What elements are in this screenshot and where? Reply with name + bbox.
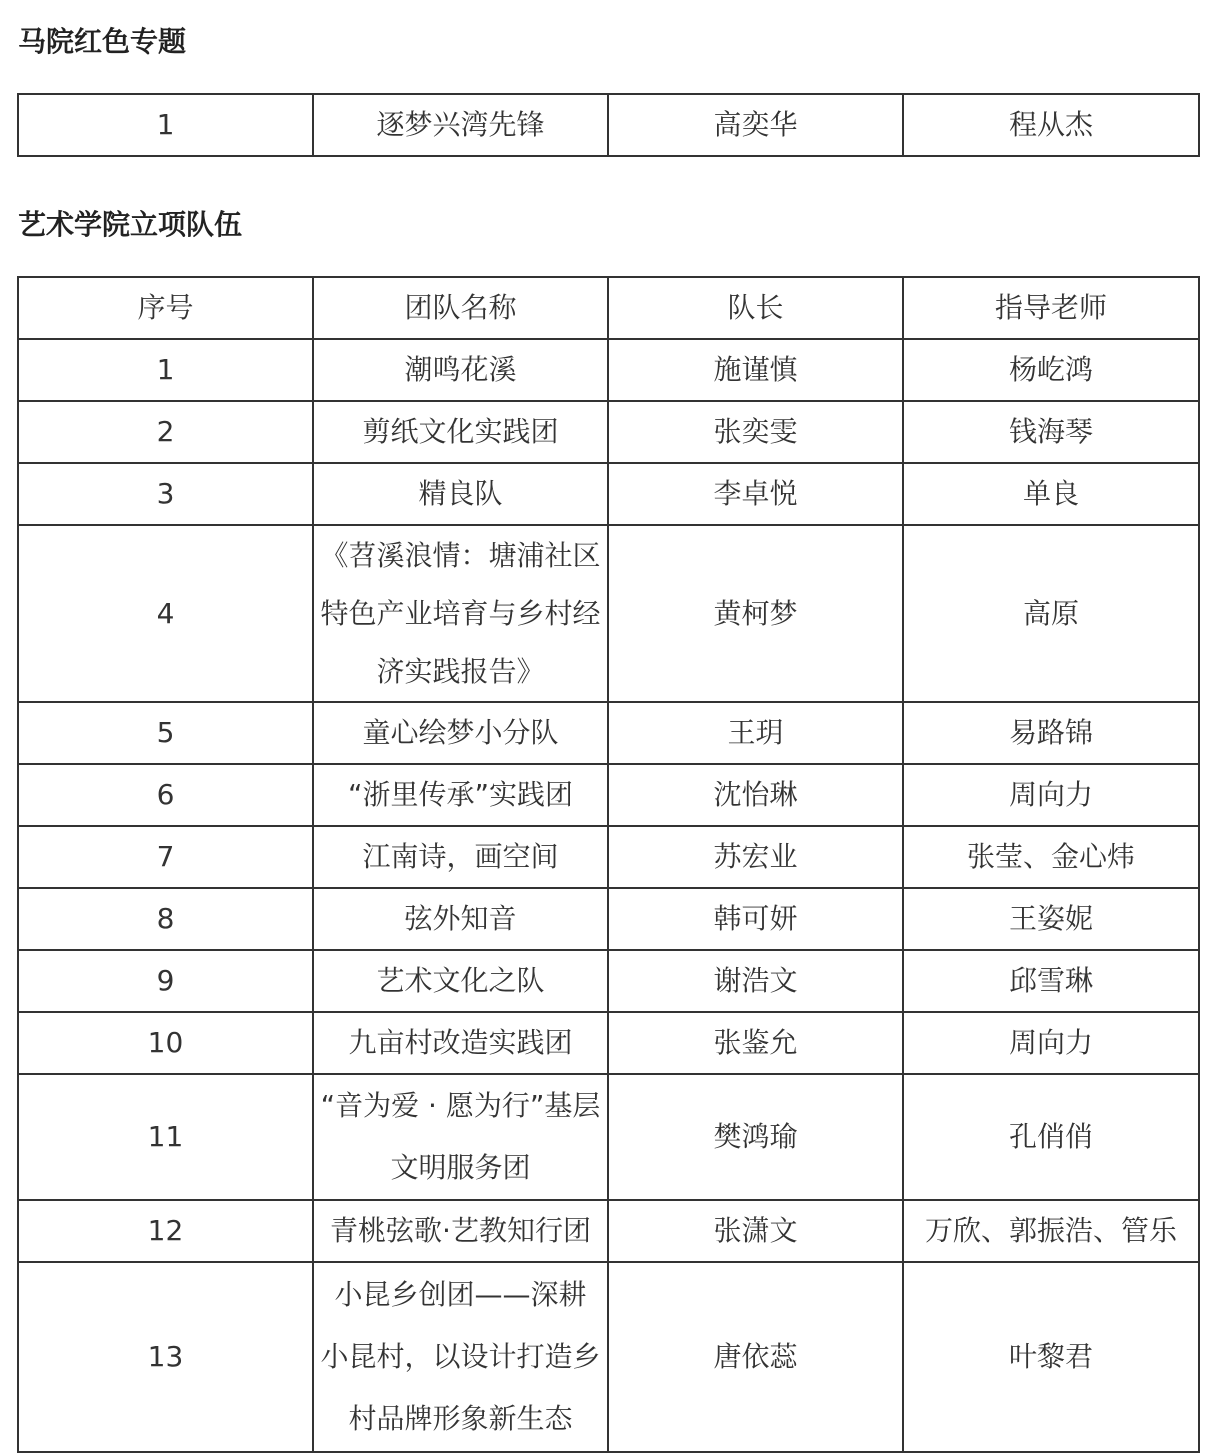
advisor: 易路锦 (903, 702, 1199, 764)
team-leader: 谢浩文 (608, 950, 903, 1012)
row-number: 5 (18, 702, 313, 764)
advisor: 周向力 (903, 764, 1199, 826)
team-leader: 樊鸿瑜 (608, 1074, 903, 1200)
table-row (18, 702, 1199, 764)
team-leader: 沈怡琳 (608, 764, 903, 826)
team-leader: 苏宏业 (608, 826, 903, 888)
team-name-line: 童心绘梦小分队 (362, 716, 559, 749)
team-name-line: 艺术文化之队 (376, 964, 545, 997)
table-row (18, 94, 1199, 156)
table-row (18, 826, 1199, 888)
table-row (18, 1200, 1199, 1262)
row-number: 4 (18, 525, 313, 702)
table-row (18, 463, 1199, 525)
table-row (18, 1074, 1199, 1200)
team-name-line: 弦外知音 (404, 902, 517, 935)
team-name (313, 525, 608, 702)
table-row (18, 888, 1199, 950)
advisor: 周向力 (903, 1012, 1199, 1074)
team-name-line: 江南诗，画空间 (362, 840, 559, 873)
team-name (313, 764, 608, 826)
advisor: 王姿妮 (903, 888, 1199, 950)
team-leader: 韩可妍 (608, 888, 903, 950)
team-name (313, 702, 608, 764)
team-name-line: 精良队 (418, 477, 503, 510)
row-number: 12 (18, 1200, 313, 1262)
advisor: 程从杰 (903, 94, 1199, 156)
row-number: 9 (18, 950, 313, 1012)
team-name (313, 339, 608, 401)
team-name (313, 1262, 608, 1452)
advisor: 杨屹鸿 (903, 339, 1199, 401)
row-number: 8 (18, 888, 313, 950)
red-topic-table (17, 93, 1200, 157)
table-header-row (18, 277, 1199, 339)
advisor: 钱海琴 (903, 401, 1199, 463)
header-team-name: 团队名称 (313, 277, 608, 339)
team-name-line: 小昆村，以设计打造乡 (320, 1340, 601, 1373)
row-number: 10 (18, 1012, 313, 1074)
team-name (313, 1074, 608, 1200)
row-number: 11 (18, 1074, 313, 1200)
team-leader: 张潇文 (608, 1200, 903, 1262)
table-row (18, 525, 1199, 702)
advisor: 张莹、金心炜 (903, 826, 1199, 888)
row-number: 13 (18, 1262, 313, 1452)
advisor: 万欣、郭振浩、管乐 (903, 1200, 1199, 1262)
team-leader: 黄柯梦 (608, 525, 903, 702)
team-leader: 王玥 (608, 702, 903, 764)
team-name-line: 九亩村改造实践团 (348, 1026, 573, 1059)
row-number: 1 (18, 339, 313, 401)
team-name-line: 特色产业培育与乡村经 (320, 596, 601, 630)
header-number: 序号 (18, 277, 313, 339)
table-row (18, 1012, 1199, 1074)
team-name-line: 剪纸文化实践团 (362, 415, 559, 448)
team-name-line: 济实践报告》 (376, 654, 545, 688)
header-advisor: 指导老师 (903, 277, 1199, 339)
row-number: 6 (18, 764, 313, 826)
team-leader: 李卓悦 (608, 463, 903, 525)
team-name-line: 青桃弦歌·艺教知行团 (330, 1214, 591, 1247)
table-row (18, 401, 1199, 463)
team-name (313, 401, 608, 463)
advisor: 高原 (903, 525, 1199, 702)
team-leader: 张奕雯 (608, 401, 903, 463)
header-leader: 队长 (608, 277, 903, 339)
row-number: 3 (18, 463, 313, 525)
art-school-teams-table (17, 276, 1200, 1453)
team-name: 逐梦兴湾先锋 (313, 94, 608, 156)
team-name (313, 826, 608, 888)
team-name-line: “浙里传承”实践团 (347, 778, 573, 811)
table-row (18, 339, 1199, 401)
team-leader: 高奕华 (608, 94, 903, 156)
team-name-line: 潮鸣花溪 (404, 353, 517, 386)
team-name (313, 950, 608, 1012)
row-number: 1 (18, 94, 313, 156)
section-title-marxism: 马院红色专题 (18, 25, 187, 58)
team-leader: 唐依蕊 (608, 1262, 903, 1452)
table-row (18, 1262, 1199, 1452)
advisor: 叶黎君 (903, 1262, 1199, 1452)
team-name (313, 888, 608, 950)
team-name-line: 村品牌形象新生态 (348, 1402, 573, 1435)
advisor: 邱雪琳 (903, 950, 1199, 1012)
team-name (313, 1200, 608, 1262)
team-name-line: 《苕溪浪情：塘浦社区 (320, 538, 601, 572)
advisor: 单良 (903, 463, 1199, 525)
team-name (313, 1012, 608, 1074)
table-row (18, 950, 1199, 1012)
row-number: 2 (18, 401, 313, 463)
row-number: 7 (18, 826, 313, 888)
team-name-line: 小昆乡创团——深耕 (334, 1278, 587, 1311)
section-title-art-school: 艺术学院立项队伍 (18, 208, 243, 241)
table-row (18, 764, 1199, 826)
team-name (313, 463, 608, 525)
team-name-line: 文明服务团 (390, 1151, 531, 1184)
team-leader: 施谨慎 (608, 339, 903, 401)
team-leader: 张鉴允 (608, 1012, 903, 1074)
advisor: 孔俏俏 (903, 1074, 1199, 1200)
team-name-line: “音为爱 · 愿为行”基层 (320, 1089, 601, 1122)
